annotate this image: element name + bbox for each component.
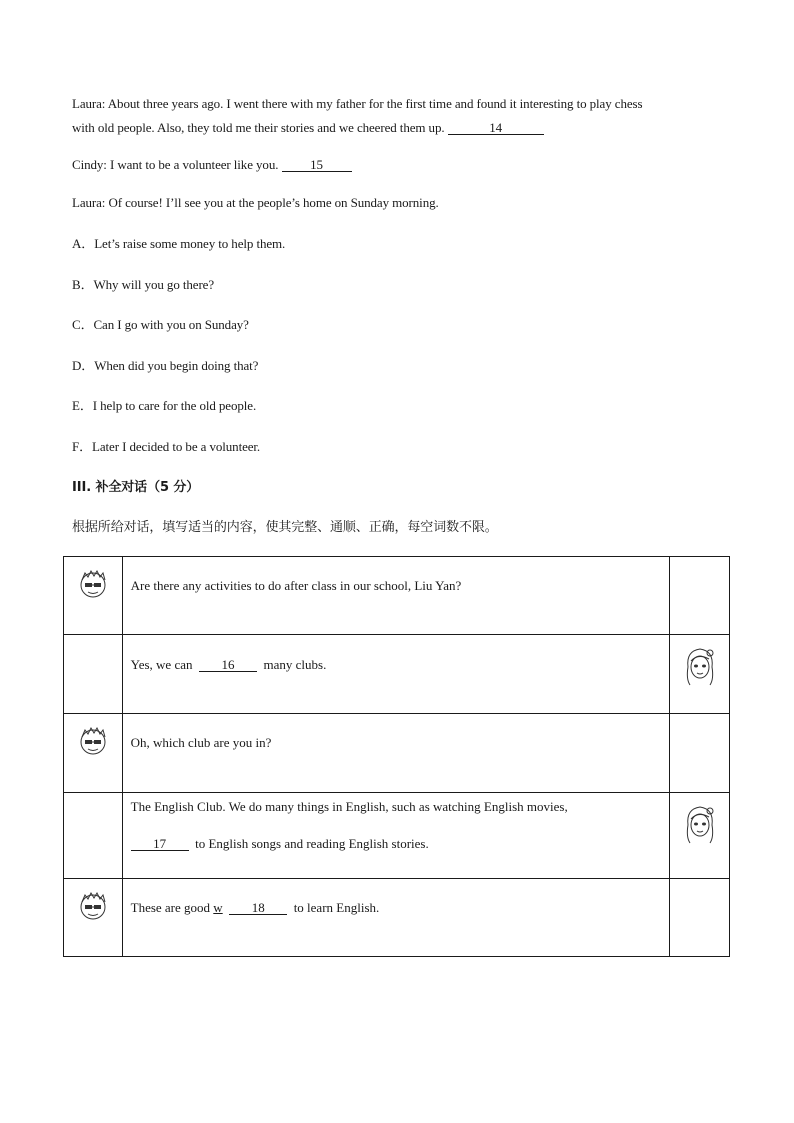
dialogue-row-3 [64,714,730,793]
dialogue-line-2 [131,657,670,673]
boy-face-icon [76,724,110,758]
dialogue-line-1: Are there any activities to do after class in our school, Liu Yan? [130,578,462,593]
dialogue-text-cell [122,557,670,635]
option-a: A．Let’s raise some money to help them. [72,236,286,251]
dialogue-row-1 [64,557,730,635]
speaker-cell [64,879,123,957]
speaker-cell [64,793,123,879]
dialogue-line-3: Oh, which club are you in? [130,735,272,750]
speaker-cell [64,635,123,714]
dialogue-text-cell [122,793,670,879]
option-c: C．Can I go with you on Sunday? [72,317,249,332]
dialogue-line-4a: The English Club. We do many things in English, such as watching English movies, [130,799,568,814]
section-instruction: 根据所给对话，填写适当的内容，使其完整、通顺、正确，每空词数不限。 [72,520,498,535]
blank-15[interactable]: 15 [282,158,352,172]
blank-18[interactable]: 18 [229,901,287,915]
option-b: B．Why will you go there? [72,277,215,292]
dialogue-line-5-a: These are good [130,900,211,915]
blank-14[interactable]: 14 [448,121,544,135]
dialogue-line-5 [131,900,670,916]
speaker-cell [64,714,123,793]
dialogue-line-4b [131,836,670,852]
speaker-cell-right [670,714,730,793]
blank-17[interactable]: 17 [131,837,189,851]
speaker-cell-right [670,879,730,957]
section-heading: III. 补全对话（5 分） [72,480,200,495]
dialogue-table [63,556,730,957]
option-d: D．When did you begin doing that? [72,358,259,373]
dialogue-row-4 [64,793,730,879]
dialogue-text-cell [122,635,670,714]
passage-line-2-text: Cindy: I want to be a volunteer like you. [72,157,279,172]
dialogue-line-2-b: many clubs. [263,657,327,672]
dialogue-line-2-a: Yes, we can [130,657,193,672]
girl-face-icon [682,803,718,847]
passage-line-2 [72,157,352,173]
girl-face-icon [682,645,718,689]
speaker-cell-right [670,557,730,635]
passage-line-1b [72,120,544,136]
speaker-cell-right [670,635,730,714]
passage-line-1a: Laura: About three years ago. I went there with my father for the first time and found it interesting to play chess [72,96,643,111]
hint-letter-w: w [213,900,223,915]
blank-16[interactable]: 16 [199,658,257,672]
dialogue-line-4-b: to English songs and reading English stories. [195,836,429,851]
dialogue-text-cell [122,714,670,793]
dialogue-text-cell [122,879,670,957]
dialogue-row-2 [64,635,730,714]
option-e: E．I help to care for the old people. [72,398,257,413]
speaker-cell-right [670,793,730,879]
option-f: F．Later I decided to be a volunteer. [72,439,261,454]
boy-face-icon [76,567,110,601]
dialogue-row-5 [64,879,730,957]
boy-face-icon [76,889,110,923]
speaker-cell [64,557,123,635]
passage-line-1b-text: with old people. Also, they told me their stories and we cheered them up. [72,120,445,135]
passage-line-3: Laura: Of course! I’ll see you at the people’s home on Sunday morning. [72,195,439,210]
dialogue-line-5-b: to learn English. [293,900,380,915]
